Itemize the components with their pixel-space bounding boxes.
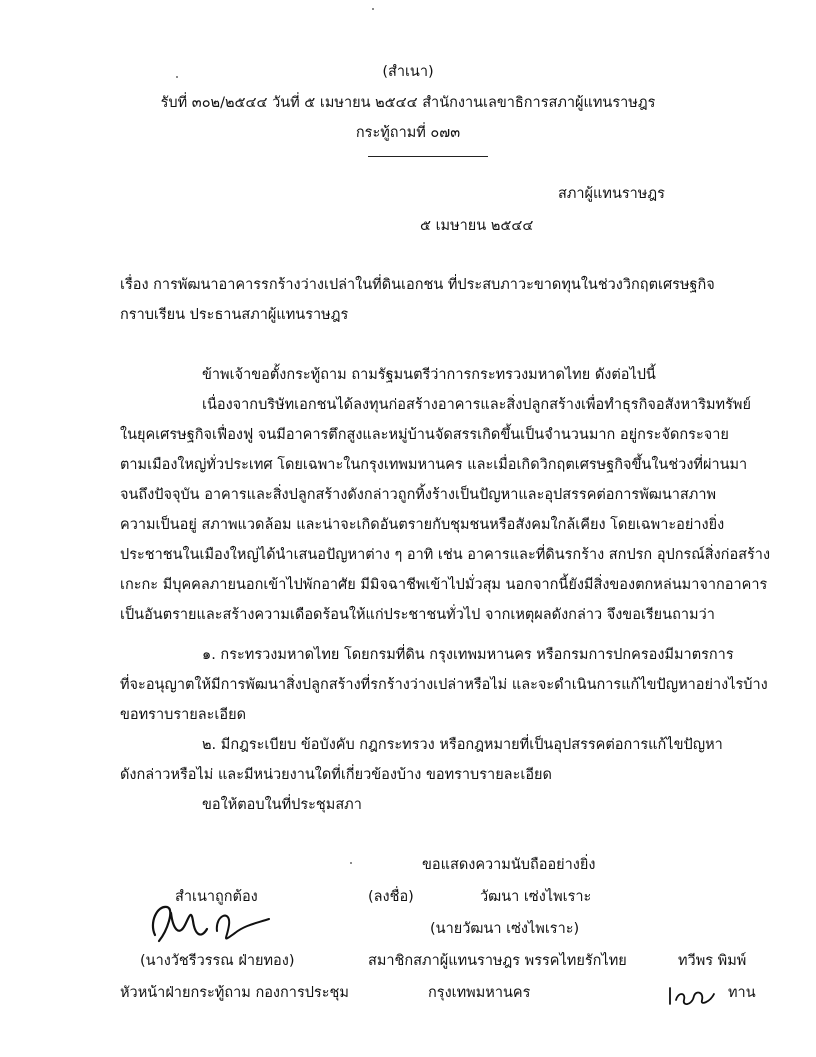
certifier-name: (นางวัชรีวรรณ ฝ่ายทอง) [140,953,295,969]
paragraph-line: ประชาชนในเมืองใหญ่ได้นำเสนอปัญหาต่าง ๆ อาทิ เช่น อาคารและที่ดินรกร้าง สกปรก อุปกรณ์สิ่งก่อสร้าง [120,547,771,563]
signed-name: วัฒนา เซ่งไพเราะ [480,889,592,905]
closing-respect: ขอแสดงความนับถืออย่างยิ่ง [422,857,596,873]
initials-handwritten-icon [668,984,728,1008]
signed-label: (ลงชื่อ) [368,889,414,905]
certification-label: สำเนาถูกต้อง [175,889,258,905]
question-1-line: ที่จะอนุญาตให้มีการพัฒนาสิ่งปลูกสร้างที่รกร้างว่างเปล่าหรือไม่ และจะดำเนินการแก้ไขปัญหาอย่างไรบ้าง [120,677,768,693]
paragraph-line: เนื่องจากบริษัทเอกชนได้ลงทุนก่อสร้างอาคารและสิ่งปลูกสร้างเพื่อทำธุรกิจอสังหาริมทรัพย์ [202,397,751,413]
question-2-line: ๒. มีกฎระเบียบ ข้อบังคับ กฎกระทรวง หรือกฎหมายที่เป็นอุปสรรคต่อการแก้ไขปัญหา [202,737,723,753]
scan-speck [372,8,374,10]
question-1-line: ๑. กระทรวงมหาดไทย โดยกรมที่ดิน กรุงเทพมหานคร หรือกรมการปกครองมีมาตรการ [202,647,734,663]
paragraph-line: เกะกะ มีบุคคลภายนอกเข้าไปพักอาศัย มีมิจฉาชีพเข้าไปมั่วสุม นอกจากนี้ยังมีสิ่งของตกหล่นมาจากอาคาร [120,577,768,593]
intro-line: ข้าพเจ้าขอตั้งกระทู้ถาม ถามรัฐมนตรีว่าการกระทรวงมหาดไทย ดังต่อไปนี้ [202,367,656,383]
receipt-line: รับที่ ๓๐๒/๒๕๔๔ วันที่ ๕ เมษายน ๒๕๔๔ สำนักงานเลขาธิการสภาผู้แทนราษฎร [160,95,656,111]
paragraph-line: ในยุคเศรษฐกิจเฟื่องฟู จนมีอาคารตึกสูงและหมู่บ้านจัดสรรเกิดขึ้นเป็นจำนวนมาก อยู่กระจัดกระจาย [120,427,729,443]
subject-line: เรื่อง การพัฒนาอาคารรกร้างว่างเปล่าในที่ดินเอกชน ที่ประสบภาวะขาดทุนในช่วงวิกฤตเศรษฐกิจ [120,277,715,293]
request-line: ขอให้ตอบในที่ประชุมสภา [202,797,362,813]
address-org: สภาผู้แทนราษฎร [558,186,665,202]
signature-handwritten-icon [145,895,275,955]
question-2-line: ดังกล่าวหรือไม่ และมีหน่วยงานใดที่เกี่ยวข้องบ้าง ขอทราบรายละเอียด [120,767,552,783]
paragraph-line: ความเป็นอยู่ สภาพแวดล้อม และน่าจะเกิดอันตรายกับชุมชนหรือสังคมใกล้เคียง โดยเฉพาะอย่างยิ่ง [120,517,725,533]
paragraph-line: จนถึงปัจจุบัน อาคารและสิ่งปลูกสร้างดังกล่าวถูกทิ้งร้างเป็นปัญหาและอุปสรรคต่อการพัฒนาสภาพ [120,487,717,503]
checker-label: ทาน [728,985,756,1001]
signer-position: สมาชิกสภาผู้แทนราษฎร พรรคไทยรักไทย [368,953,627,969]
header-divider [368,156,488,157]
question-number: กระทู้ถามที่ ๐๗๓ [355,125,461,141]
salutation: กราบเรียน ประธานสภาผู้แทนราษฎร [120,307,349,323]
paragraph-line: เป็นอันตรายและสร้างความเดือดร้อนให้แก่ประชาชนทั่วไป จากเหตุผลดังกล่าว จึงขอเรียนถามว่า [120,607,715,623]
copy-label: (สำเนา) [382,64,434,80]
certifier-title: หัวหน้าฝ่ายกระทู้ถาม กองการประชุม [120,985,349,1001]
signer-province: กรุงเทพมหานคร [428,985,531,1001]
paragraph-line: ตามเมืองใหญ่ทั่วประเทศ โดยเฉพาะในกรุงเทพมหานคร และเมื่อเกิดวิกฤตเศรษฐกิจขึ้นในช่วงที่ผ่านมา [120,457,748,473]
scan-speck [350,862,352,864]
scan-speck [176,76,178,78]
signer-full-name: (นายวัฒนา เซ่งไพเราะ) [430,921,580,937]
question-1-line: ขอทราบรายละเอียด [120,707,246,723]
address-date: ๕ เมษายน ๒๕๔๔ [420,218,534,234]
typist-label: ทวีพร พิมพ์ [678,953,747,969]
